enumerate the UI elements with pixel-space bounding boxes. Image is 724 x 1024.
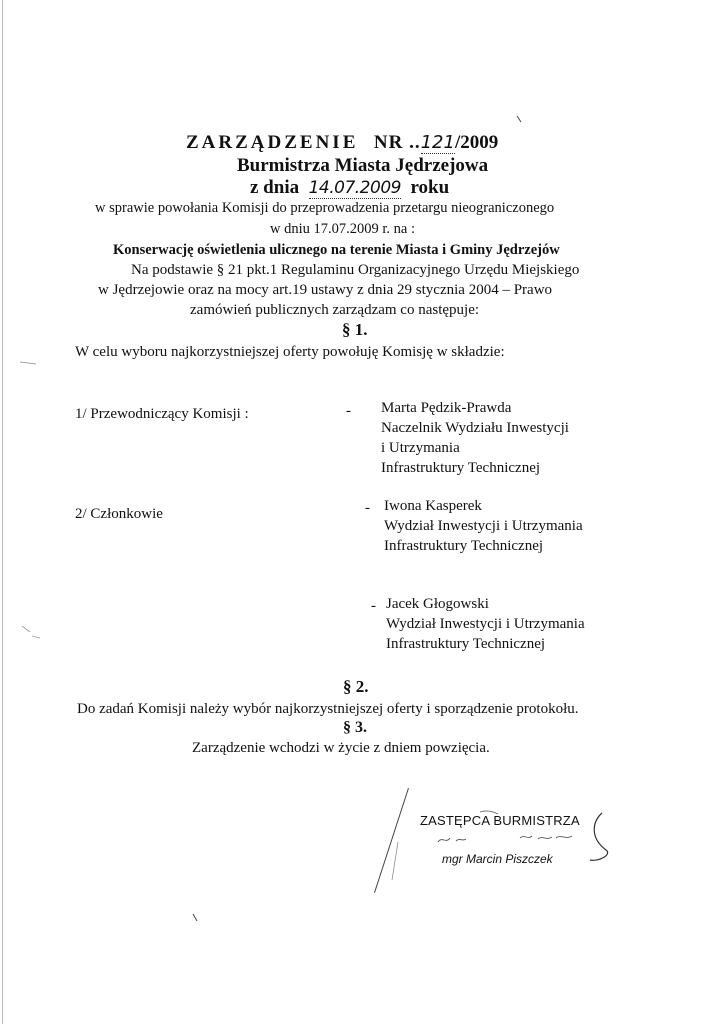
basis-line-3: zamówień publicznych zarządzam co następuje:	[190, 302, 480, 318]
member-1-name: Iwona Kasperek	[384, 498, 482, 514]
date-prefix: z dnia	[250, 177, 300, 198]
issuer-line: Burmistrza Miasta Jędrzejowa	[237, 155, 489, 176]
member-2-role-1: Wydział Inwestycji i Utrzymania	[386, 616, 585, 632]
chair-role-2: i Utrzymania	[381, 440, 460, 456]
handwritten-date: 14.07.2009	[308, 178, 401, 198]
subject-title: Konserwację oświetlenia ulicznego na terenie Miasta i Gminy Jędrzejów	[113, 242, 560, 258]
subject-line-2: w dniu 17.07.2009 r. na :	[270, 221, 415, 237]
basis-line-2: w Jędrzejowie oraz na mocy art.19 ustawy z dnia 29 stycznia 2004 – Prawo	[98, 282, 553, 298]
chair-label: 1/ Przewodniczący Komisji :	[75, 406, 249, 422]
member-1-role-2: Infrastruktury Technicznej	[384, 538, 544, 554]
basis-line-1: Na podstawie § 21 pkt.1 Regulaminu Organizacyjnego Urzędu Miejskiego	[131, 262, 580, 278]
chair-dash: -	[346, 403, 351, 419]
member-1-dash: -	[365, 500, 370, 516]
chair-role-3: Infrastruktury Technicznej	[381, 460, 541, 476]
members-label: 2/ Członkowie	[75, 506, 163, 522]
member-2-dash: -	[371, 598, 376, 614]
date-suffix: roku	[410, 177, 450, 198]
member-2-name: Jacek Głogowski	[386, 596, 489, 612]
section-3-text: Zarządzenie wchodzi w życie z dniem powzięcia.	[192, 740, 490, 756]
title-nr-label: NR ..	[373, 132, 421, 153]
subject-line-1: w sprawie powołania Komisji do przeprowadzenia przetargu nieograniczonego	[95, 200, 555, 216]
section-2-heading: § 2.	[343, 677, 369, 696]
section-1-heading: § 1.	[342, 320, 368, 339]
signature-title: ZASTĘPCA BURMISTRZA	[420, 813, 580, 828]
section-3-heading: § 3.	[343, 719, 367, 736]
handwritten-number: 121	[420, 132, 455, 153]
chair-name: Marta Pędzik-Prawda	[381, 400, 512, 416]
member-1-role-1: Wydział Inwestycji i Utrzymania	[384, 518, 583, 534]
chair-role-1: Naczelnik Wydziału Inwestycji	[381, 420, 569, 436]
title-prefix: ZARZĄDZENIE	[186, 132, 359, 153]
signature-name: mgr Marcin Piszczek	[442, 852, 553, 866]
title-year: /2009	[454, 132, 499, 153]
section-1-intro: W celu wyboru najkorzystniejszej oferty powołuję Komisję w składzie:	[75, 344, 505, 360]
section-2-text: Do zadań Komisji należy wybór najkorzystniejszej oferty i sporządzenie protokołu.	[77, 701, 579, 717]
member-2-role-2: Infrastruktury Technicznej	[386, 636, 546, 652]
